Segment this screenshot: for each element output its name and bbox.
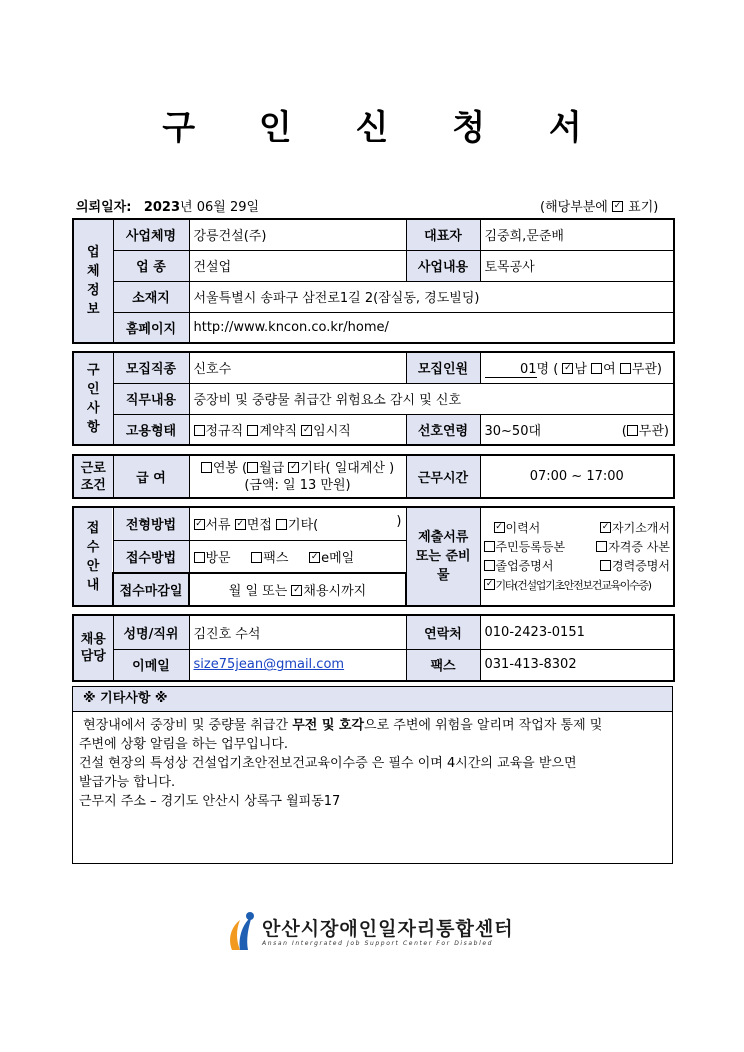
company-name: 강릉건설(주) <box>189 219 406 250</box>
logo-mark-icon <box>226 910 258 952</box>
duty: 중장비 및 중량물 취급간 위험요소 감시 및 신호 <box>189 383 674 414</box>
doc-other-label: 기타(건설업기초안전보건교육이수증) <box>495 578 651 592</box>
female-label: 여 <box>603 361 616 377</box>
temp-label: 임시직 <box>313 423 351 439</box>
contact-name-label: 성명/직위 <box>113 615 189 649</box>
pay-other-checkbox[interactable]: ✓ <box>290 461 298 472</box>
age-any-checkbox[interactable] <box>627 425 638 436</box>
gender-any-checkbox[interactable] <box>620 363 631 374</box>
regular-label: 정규직 <box>205 423 244 439</box>
date-year: 2023 <box>143 200 181 215</box>
annual-checkbox[interactable] <box>201 462 212 473</box>
pay-label: 급 여 <box>113 455 189 498</box>
contact-table <box>72 614 675 682</box>
notes-emphasis: 무전 및 호각 <box>292 718 365 733</box>
email-label: 이메일 <box>113 649 189 681</box>
conditions-table <box>72 454 675 499</box>
screen-other-label: 기타( <box>288 518 319 534</box>
contact-name: 김진호 수석 <box>189 615 406 649</box>
application-table <box>72 506 675 607</box>
year-unit: 년 <box>180 200 193 215</box>
date-label: 의뢰일자: <box>76 200 132 215</box>
deadline-cell <box>189 573 406 606</box>
count-unit: 명 ( <box>536 361 559 377</box>
recruit-table <box>72 351 675 446</box>
business-label: 사업내용 <box>406 250 480 281</box>
notes-box <box>72 686 673 864</box>
pay-amount: (금액: 일 13 만원) <box>244 477 351 493</box>
age-label: 선호연령 <box>406 414 480 445</box>
annual-label: 연봉 ( <box>212 460 248 476</box>
fax-label: 팩스 <box>406 649 480 681</box>
doc-intro-checkbox[interactable]: ✓ <box>601 521 610 532</box>
method-fax-checkbox[interactable] <box>251 552 262 563</box>
conditions-section-label: 근로조건 <box>73 455 113 498</box>
day-unit: 일 <box>246 200 260 215</box>
logo-name: 안산시장애인일자리통합센터 <box>262 918 514 940</box>
type-label: 고용형태 <box>113 414 189 445</box>
doc-career-label: 경력증명서 <box>612 558 670 573</box>
deadline-hire-checkbox[interactable]: ✓ <box>293 585 301 595</box>
pay-other-label: 기타( 일대계산 ) <box>300 460 395 476</box>
screen-interview-checkbox[interactable]: ✓ <box>236 519 245 530</box>
contract-checkbox[interactable] <box>247 425 258 436</box>
page-title: 구 인 신 청 서 <box>162 108 608 148</box>
count-label: 모집인원 <box>406 352 480 383</box>
male-label: 남 <box>574 361 587 377</box>
company-section-label: 업체정보 <box>73 219 113 343</box>
count-value: 01 <box>485 362 537 378</box>
notes-line-1: 현장내에서 중장비 및 중량물 취급간 무전 및 호각으로 주변에 위험을 알리며 작업자 통제 및 <box>83 718 603 733</box>
notes-line-5: 근무지 주소 – 경기도 안산시 상록구 월피동17 <box>79 794 341 809</box>
note-prefix: (해당부분에 <box>540 200 608 215</box>
business: 토목공사 <box>480 250 674 281</box>
notes-heading: ※ 기타사항 ※ <box>73 687 672 712</box>
doc-resident-label: 주민등록등본 <box>495 539 566 554</box>
method-label: 접수방법 <box>113 540 189 573</box>
contract-label: 계약직 <box>259 423 298 439</box>
industry: 건설업 <box>189 250 406 281</box>
email-cell <box>189 649 406 681</box>
docs-cell <box>480 507 674 606</box>
regular-checkbox[interactable] <box>194 425 205 436</box>
method-visit-label: 방문 <box>205 550 231 566</box>
notes-line-3: 건설 현장의 특성상 건설업기초안전보건교육이수증 은 필수 이며 4시간의 교육을 받으면 <box>79 756 577 771</box>
docs-label: 제출서류 또는 준비물 <box>406 507 480 606</box>
notes-line-4: 발급가능 합니다. <box>79 775 176 790</box>
logo-subtitle: Ansan Intergrated Job Support Center For Disabled <box>262 940 494 947</box>
doc-career-checkbox[interactable] <box>600 560 611 571</box>
fax: 031-413-8302 <box>480 649 674 681</box>
notes-line-2: 주변에 상황 알림을 하는 업무입니다. <box>79 737 289 752</box>
industry-label: 업 종 <box>113 250 189 281</box>
checked-box-icon: ✓ <box>613 201 622 211</box>
screen-other-close: ) <box>396 514 402 530</box>
age-value: 30~50대 <box>484 423 542 439</box>
screen-other-checkbox[interactable] <box>276 519 287 530</box>
email-link[interactable]: size75jean@gmail.com <box>193 657 345 673</box>
request-date <box>76 196 259 215</box>
center-logo <box>226 910 526 954</box>
doc-resume-label: 이력서 <box>505 520 541 535</box>
doc-resume-checkbox[interactable]: ✓ <box>495 521 503 532</box>
hours-label: 근무시간 <box>406 455 480 498</box>
age-cell <box>480 414 674 445</box>
homepage: http://www.kncon.co.kr/home/ <box>189 312 674 343</box>
age-any-label: 무관) <box>638 423 669 439</box>
doc-license-checkbox[interactable] <box>596 541 607 552</box>
doc-intro-label: 자기소개서 <box>612 520 670 535</box>
application-section-label: 접수안내 <box>73 507 113 606</box>
temp-checkbox[interactable]: ✓ <box>302 424 311 435</box>
date-day: 29 <box>229 200 247 215</box>
doc-grad-checkbox[interactable] <box>484 560 495 571</box>
address: 서울특별시 송파구 삼전로1길 2(잠실동, 경도빌딩) <box>189 281 674 312</box>
phone: 010-2423-0151 <box>480 615 674 649</box>
note-suffix: 표기) <box>628 200 659 215</box>
gender-any-label: 무관) <box>631 361 663 377</box>
company-table <box>72 218 675 344</box>
company-name-label: 사업체명 <box>113 219 189 250</box>
hours: 07:00 ~ 17:00 <box>480 455 674 498</box>
doc-grad-label: 졸업증명서 <box>495 558 554 573</box>
count-cell <box>480 352 674 383</box>
method-email-label: e메일 <box>321 550 355 566</box>
doc-resident-checkbox[interactable] <box>484 541 495 552</box>
address-label: 소재지 <box>113 281 189 312</box>
age-any-prefix: ( <box>621 423 627 439</box>
job: 신호수 <box>189 352 406 383</box>
phone-label: 연락처 <box>406 615 480 649</box>
method-cell <box>189 540 406 573</box>
method-visit-checkbox[interactable] <box>194 552 205 563</box>
notes-body <box>73 712 672 811</box>
recruit-section-label: 구인사항 <box>73 352 113 445</box>
type-cell <box>189 414 406 445</box>
screen-doc-label: 서류 <box>205 518 231 534</box>
deadline-hire-label: 채용시까지 <box>303 584 367 599</box>
rep-name: 김중희,문준배 <box>480 219 674 250</box>
monthly-label: 월급 <box>259 460 285 476</box>
duty-label: 직무내용 <box>113 383 189 414</box>
method-fax-label: 팩스 <box>263 550 289 566</box>
method-email-checkbox[interactable]: ✓ <box>310 551 319 562</box>
date-month: 06 <box>196 200 214 215</box>
homepage-label: 홈페이지 <box>113 312 189 343</box>
male-checkbox[interactable]: ✓ <box>564 362 572 373</box>
monthly-checkbox[interactable] <box>247 462 258 473</box>
screening-label: 전형방법 <box>113 507 189 540</box>
screen-interview-label: 면접 <box>246 518 272 534</box>
screen-doc-checkbox[interactable]: ✓ <box>195 519 203 530</box>
doc-license-label: 자격증 사본 <box>608 539 670 554</box>
female-checkbox[interactable] <box>591 363 602 374</box>
pay-cell <box>189 455 406 498</box>
rep-label: 대표자 <box>406 219 480 250</box>
doc-other-checkbox[interactable]: ✓ <box>484 579 495 590</box>
job-label: 모집직종 <box>113 352 189 383</box>
month-unit: 월 <box>213 200 226 215</box>
marking-note <box>540 196 658 215</box>
deadline-label: 접수마감일 <box>113 573 189 606</box>
screening-cell <box>189 507 406 540</box>
deadline-value: 월 일 또는 <box>228 584 288 599</box>
contact-section-label: 채용담당 <box>73 615 113 681</box>
